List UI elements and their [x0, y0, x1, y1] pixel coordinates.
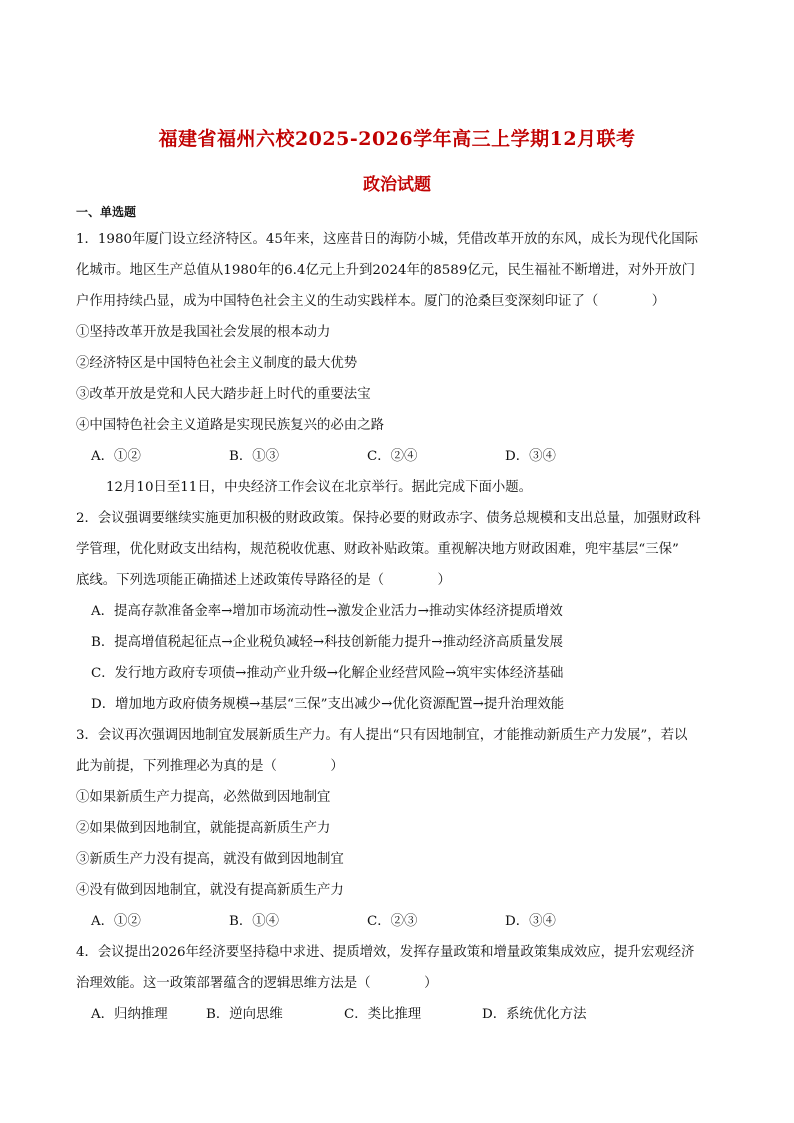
q3-item: ③新质生产力没有提高，就没有做到因地制宜 [76, 852, 344, 867]
q2-option-d[interactable]: D．增加地方政府债务规模→基层“三保”支出减少→优化资源配置→提升治理效能 [91, 697, 565, 712]
q3-options [76, 906, 720, 937]
q4-option-d[interactable]: D．系统优化方法 [482, 1007, 587, 1022]
q1-options [76, 441, 720, 472]
q3-option-a[interactable]: A．①② [91, 914, 141, 929]
q3-item: ①如果新质生产力提高，必然做到因地制宜 [76, 790, 331, 805]
q1-item: ④中国特色社会主义道路是实现民族复兴的必由之路 [76, 418, 384, 433]
q4-stem-line: 治理效能。这一政策部署蕴含的逻辑思维方法是（ ） [76, 976, 438, 991]
shared-material: 12月10日至11日，中央经济工作会议在北京举行。据此完成下面小题。 [106, 480, 533, 495]
q1-stem-line: 1．1980年厦门设立经济特区。45年来，这座昔日的海防小城，凭借改革开放的东风，成长为现代化国际 [76, 232, 699, 247]
q2-option-a[interactable]: A．提高存款准备金率→增加市场流动性→激发企业活力→推动实体经济提质增效 [91, 604, 563, 619]
q1-option-d[interactable]: D．③④ [505, 449, 556, 464]
q2-stem-line: 2．会议强调要继续实施更加积极的财政政策。保持必要的财政赤字、债务总规模和支出总量，加强财政科 [76, 511, 701, 526]
q1-stem-line: 户作用持续凸显，成为中国特色社会主义的生动实践样本。厦门的沧桑巨变深刻印证了（ ） [76, 294, 666, 309]
exam-title: 福建省福州六校2025-2026学年高三上学期12月联考 [158, 128, 636, 150]
q3-item: ②如果做到因地制宜，就能提高新质生产力 [76, 821, 331, 836]
q1-option-b[interactable]: B．①③ [229, 449, 280, 464]
q3-stem-line: 3．会议再次强调因地制宜发展新质生产力。有人提出“只有因地制宜，才能推动新质生产力发展”，若以 [76, 728, 688, 743]
q2-option-c[interactable]: C．发行地方政府专项债→推动产业升级→化解企业经营风险→筑牢实体经济基础 [91, 666, 564, 681]
q3-stem-line: 此为前提，下列推理必为真的是（ ） [76, 759, 344, 774]
q3-option-b[interactable]: B．①④ [229, 914, 280, 929]
q4-option-a[interactable]: A．归纳推理 [91, 1007, 168, 1022]
q2-stem-line: 学管理，优化财政支出结构，规范税收优惠、财政补贴政策。重视解决地方财政困难，兜牢基层“三保” [76, 542, 679, 557]
q1-stem-line: 化城市。地区生产总值从1980年的6.4亿元上升到2024年的8589亿元，民生福祉不断增进，对外开放门 [76, 263, 695, 278]
section-heading: 一、单选题 [76, 205, 137, 219]
q1-item: ②经济特区是中国特色社会主义制度的最大优势 [76, 356, 358, 371]
q2-option-b[interactable]: B．提高增值税起征点→企业税负减轻→科技创新能力提升→推动经济高质量发展 [91, 635, 563, 650]
exam-body [76, 224, 720, 1030]
q1-option-a[interactable]: A．①② [91, 449, 141, 464]
q4-option-c[interactable]: C．类比推理 [344, 1007, 422, 1022]
q2-stem-line: 底线。下列选项能正确描述上述政策传导路径的是（ ） [76, 573, 451, 588]
exam-subtitle: 政治试题 [363, 175, 431, 195]
q3-option-d[interactable]: D．③④ [505, 914, 556, 929]
q1-item: ①坚持改革开放是我国社会发展的根本动力 [76, 325, 331, 340]
q1-item: ③改革开放是党和人民大踏步赶上时代的重要法宝 [76, 387, 371, 402]
q3-option-c[interactable]: C．②③ [367, 914, 418, 929]
q4-stem-line: 4．会议提出2026年经济要坚持稳中求进、提质增效，发挥存量政策和增量政策集成效应，提升宏观经济 [76, 945, 695, 960]
q1-option-c[interactable]: C．②④ [367, 449, 418, 464]
q4-options [76, 999, 720, 1030]
q3-item: ④没有做到因地制宜，就没有提高新质生产力 [76, 883, 344, 898]
q4-option-b[interactable]: B．逆向思维 [206, 1007, 283, 1022]
